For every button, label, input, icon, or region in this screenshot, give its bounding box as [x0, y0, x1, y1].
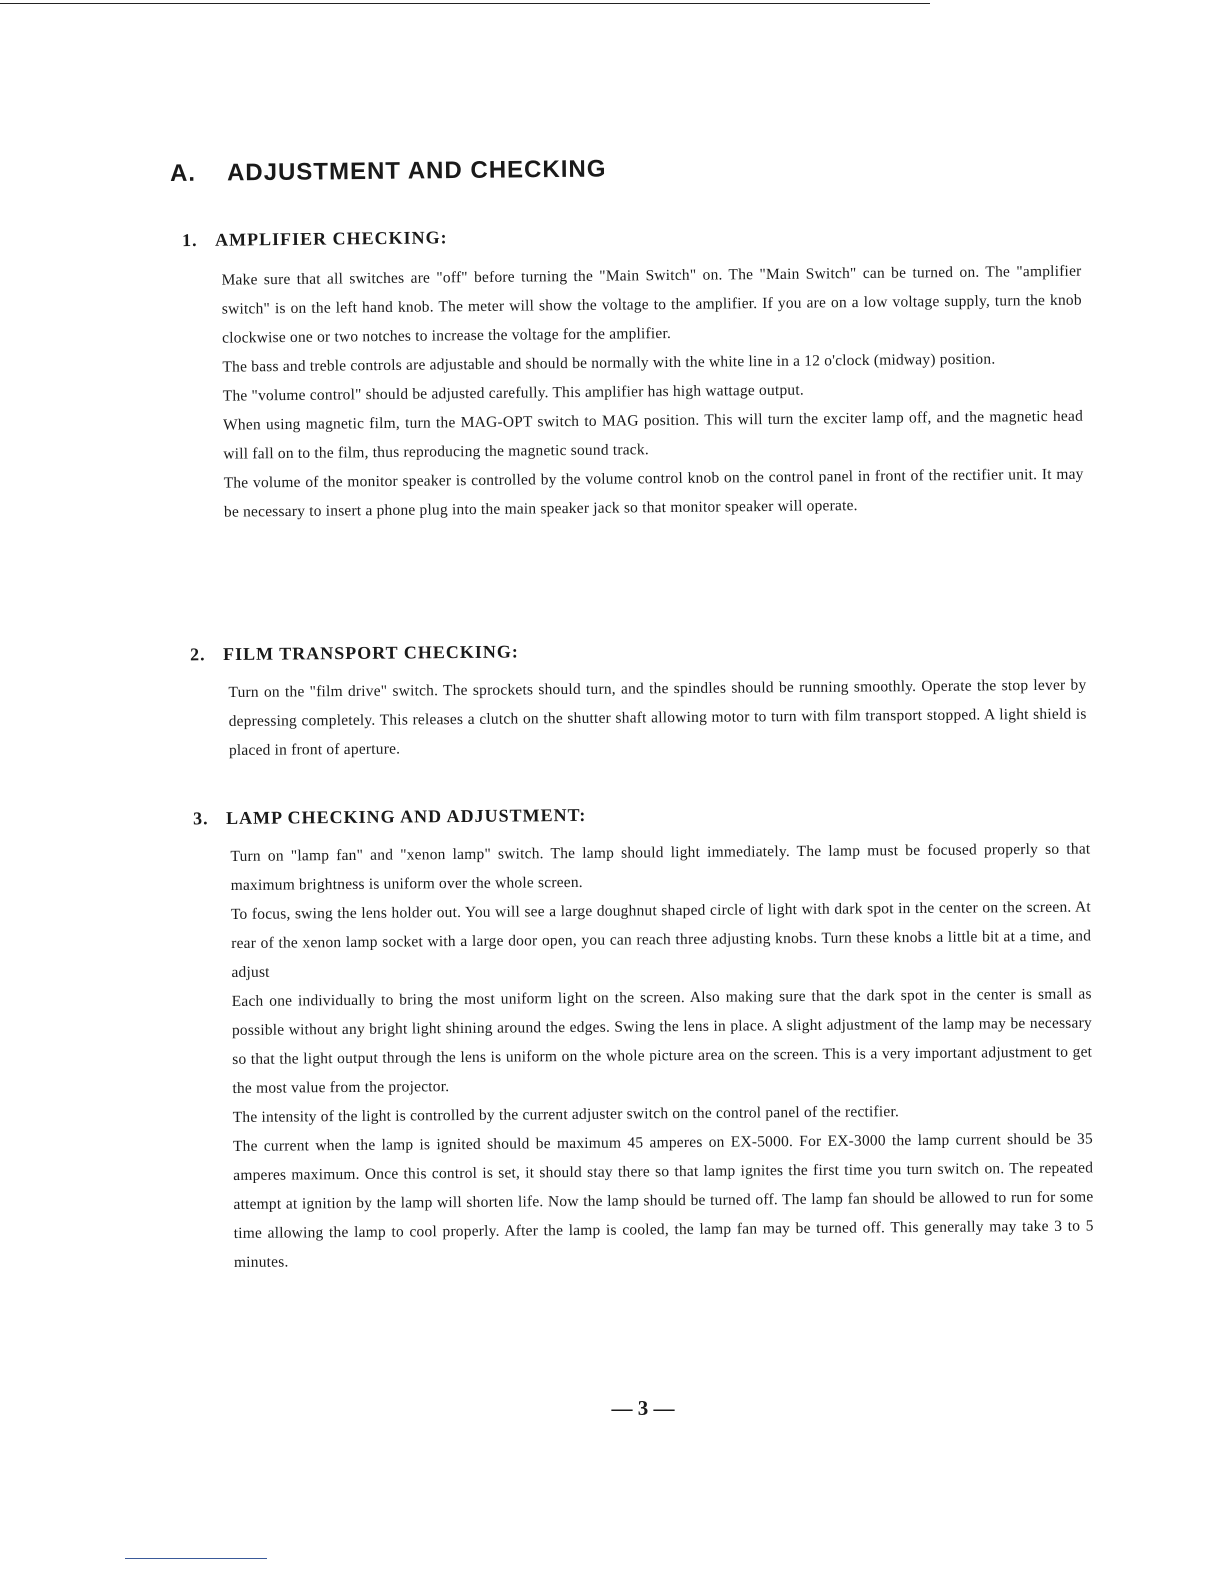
page-number: — 3 — — [611, 1396, 675, 1420]
paragraph: To focus, swing the lens holder out. You will see a large doughnut shaped circle of light with dark spot in the center on the screen. At rear of the xenon lamp socket with a large door open, you can reach three adjusting knobs. Turn these knobs a little bit at a time, and adjust — [230, 898, 1092, 981]
paragraph: When using magnetic film, turn the MAG-OPT switch to MAG position. This will turn the exciter lamp off, and the magnetic head will fall on to the film, thus reproducing the magnetic sound track. — [222, 407, 1084, 463]
section-heading — [0, 635, 1224, 674]
paragraph: Turn on the "film drive" switch. The sprockets should turn, and the spindles should be running smoothly. Operate the stop lever by depressing completely. This releases a clutch on the shutter shaft allowing motor to turn with film transport stopped. A light shield is placed in front of aperture. — [228, 676, 1087, 760]
top-border-line — [0, 3, 930, 4]
section-body — [230, 834, 1094, 1276]
section-number: 1. — [181, 229, 198, 251]
section-number: 3. — [192, 808, 209, 829]
section-body — [228, 671, 1087, 765]
section-amplifier-checking — [0, 219, 1224, 521]
section-film-transport-checking — [0, 635, 1224, 761]
title-text: ADJUSTMENT AND CHECKING — [226, 155, 607, 187]
paragraph: Make sure that all switches are "off" before turning the "Main Switch" on. The "Main Switch" can be turned on. The "amplifier switch" is on the left hand knob. The meter will show the voltage to the amplifier. If you are on a low voltage supply, turn the knob clockwise one or two notches to increase the voltage for the amplifier. — [221, 262, 1082, 347]
paragraph: The intensity of the light is controlled by the current adjuster switch on the control panel of the rectifier. — [232, 1103, 900, 1126]
section-heading — [0, 219, 1224, 260]
section-heading-text: AMPLIFIER CHECKING: — [214, 227, 448, 250]
paragraph: The "volume control" should be adjusted carefully. This amplifier has high wattage output. — [222, 381, 804, 405]
section-lamp-checking — [0, 799, 1224, 1273]
section-body — [221, 257, 1084, 527]
section-heading-text: FILM TRANSPORT CHECKING: — [222, 641, 519, 665]
section-heading-text: LAMP CHECKING AND ADJUSTMENT: — [225, 804, 587, 829]
section-number: 2. — [189, 644, 206, 665]
paragraph: The volume of the monitor speaker is controlled by the volume control knob on the control panel in front of the rectifier unit. It may be necessary to insert a phone plug into the main speaker jack so that monitor speaker will operate. — [223, 465, 1084, 521]
paragraph: Turn on "lamp fan" and "xenon lamp" switch. The lamp should light immediately. The lamp must be focused properly so that maximum brightness is uniform over the whole screen. — [230, 840, 1091, 894]
section-heading — [0, 799, 1224, 838]
document-title — [170, 155, 607, 188]
bottom-border-line — [125, 1558, 267, 1559]
paragraph: Each one individually to bring the most uniform light on the screen. Also making sure that the dark spot in the center is small as possible without any bright light shining around the edges. Swing the lens in place. A slight adjustment of the lamp may be necessary so that the light output through the lens is uniform on the whole picture area on the screen. This is a very important adjustment to get the most value from the projector. — [231, 985, 1093, 1097]
paragraph: The current when the lamp is ignited should be maximum 45 amperes on EX-5000. For EX-3000 the lamp current should be 35 amperes maximum. Once this control is set, it should stay there so that lamp ignites the first time you turn switch on. The repeated attempt at ignition by the lamp will shorten life. Now the lamp should be turned off. The lamp fan should be allowed to run for some time allowing the lamp to cool properly. After the lamp is cooled, the lamp fan may be turned off. This generally may take 3 to 5 minutes. — [232, 1130, 1094, 1271]
paragraph: The bass and treble controls are adjustable and should be normally with the white line in a 12 o'clock (midway) position. — [222, 350, 996, 376]
title-letter: A. — [169, 159, 197, 187]
